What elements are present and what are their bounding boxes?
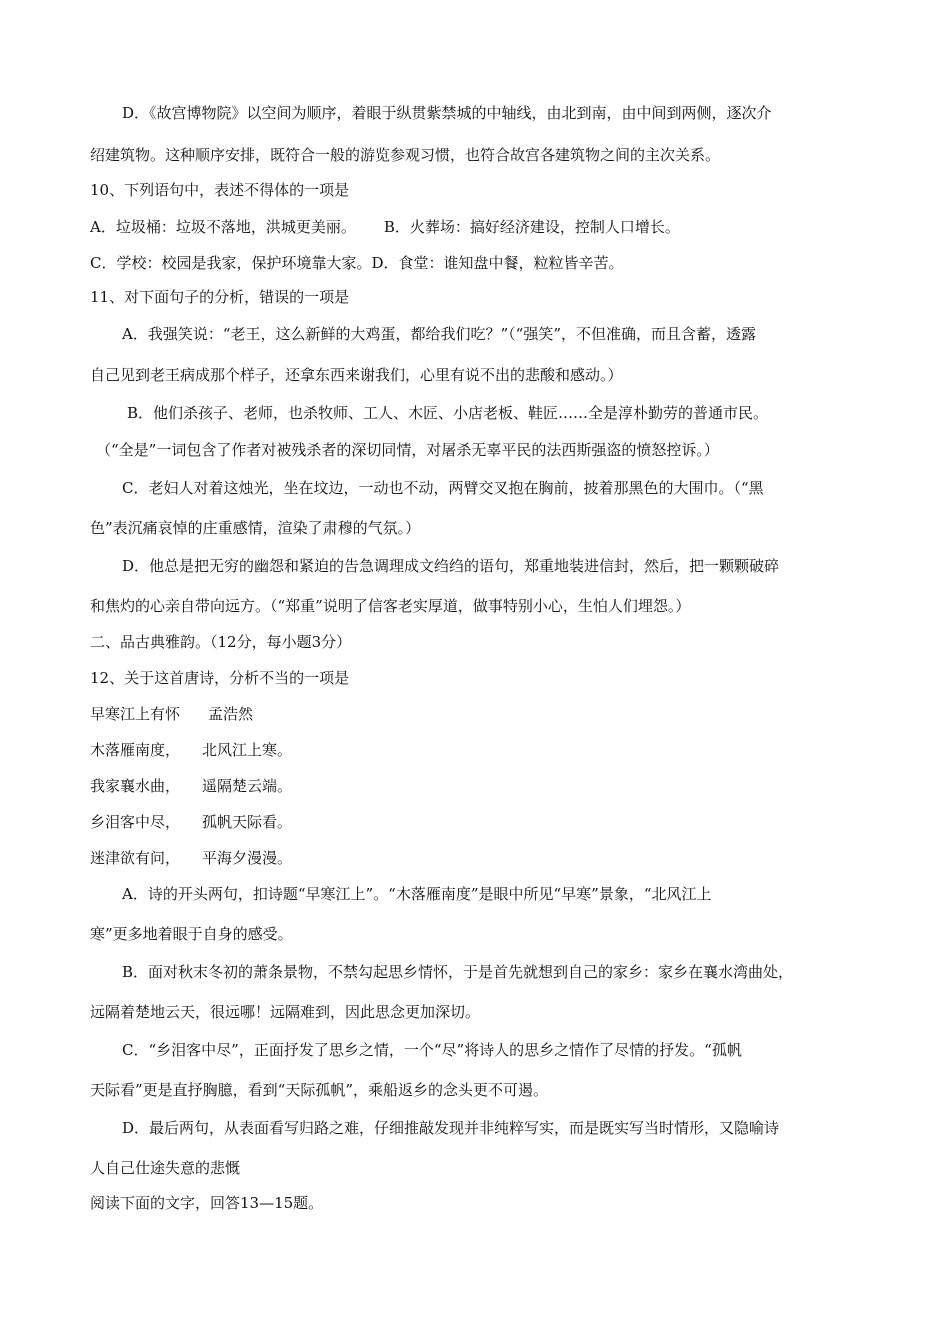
reading-intro: 阅读下面的文字，回答13—15题。 [90, 1194, 324, 1212]
poem-line-2 [90, 776, 292, 796]
section-2-heading: 二、品古典雅韵。（12分，每小题3分） [90, 633, 352, 651]
q10-option-a: A．垃圾桶：垃圾不落地，洪城更美丽。 [90, 218, 356, 236]
poem-author: 孟浩然 [208, 705, 254, 723]
poem-line-1 [90, 740, 292, 760]
q12-option-a-line1: A．诗的开头两句，扣诗题“早寒江上”。“木落雁南度”是眼中所见“早寒”景象，“北风江上 [122, 885, 712, 903]
poem-line-2b: 遥隔楚云端。 [202, 777, 293, 795]
poem-title: 早寒江上有怀 [90, 705, 181, 723]
poem-title-line [90, 704, 253, 724]
q11-option-c-line1: C．老妇人对着这烛光，坐在坟边，一动也不动，两臂交叉抱在胸前，披着那黑色的大围巾。（“黑 [122, 479, 764, 497]
question-12: 12、关于这首唐诗，分析不当的一项是 [90, 669, 350, 687]
q12-option-c-line2: 天际看”更是直抒胸臆，看到“天际孤帆”，乘船返乡的念头更不可遏。 [90, 1081, 549, 1099]
q11-option-b-line2: （“全是”一词包含了作者对被残杀者的深切同情，对屠杀无辜平民的法西斯强盗的愤怒控诉。） [96, 441, 719, 459]
q10-options-ab [90, 217, 680, 237]
q9-option-d-line2: 绍建筑物。这种顺序安排，既符合一般的游览参观习惯，也符合故宫各建筑物之间的主次关系。 [90, 146, 721, 164]
q9-option-d-line1: D．《故宫博物院》以空间为顺序，着眼于纵贯紫禁城的中轴线，由北到南，由中间到两侧，逐次介 [122, 104, 772, 122]
q11-option-c-line2: 色”表沉痛哀悼的庄重感情，渲染了肃穆的气氛。） [90, 519, 421, 537]
poem-line-4 [90, 848, 292, 868]
q10-option-b: B．火葬场：搞好经济建设，控制人口增长。 [383, 218, 680, 236]
poem-line-3 [90, 812, 292, 832]
q11-option-b-line1: B．他们杀孩子、老师，也杀牧师、工人、木匠、小店老板、鞋匠……全是淳朴勤劳的普通市民。 [127, 404, 769, 422]
poem-line-4b: 平海夕漫漫。 [202, 849, 293, 867]
q11-option-d-line2: 和焦灼的心亲自带向远方。（“郑重”说明了信客老实厚道，做事特别小心，生怕人们埋怨。） [90, 597, 691, 615]
poem-line-4a: 迷津欲有问， [90, 849, 181, 867]
q12-option-b-line2: 远隔着楚地云天，很远哪！远隔难到，因此思念更加深切。 [90, 1003, 481, 1021]
poem-line-1b: 北风江上寒。 [202, 741, 293, 759]
question-10: 10、下列语句中，表述不得体的一项是 [90, 181, 350, 199]
q12-option-d-line2: 人自己仕途失意的悲慨 [90, 1159, 241, 1177]
q12-option-b-line1: B．面对秋末冬初的萧条景物，不禁勾起思乡情怀，于是首先就想到自己的家乡：家乡在襄水湾曲处， [122, 963, 794, 981]
q11-option-a-line1: A．我强笑说：“老王，这么新鲜的大鸡蛋，都给我们吃？”（“强笑”，不但准确，而且含蓄，透露 [122, 325, 757, 343]
q11-option-a-line2: 自己见到老王病成那个样子，还拿东西来谢我们，心里有说不出的悲酸和感动。） [90, 366, 623, 384]
poem-line-3a: 乡泪客中尽， [90, 813, 181, 831]
q10-options-cd: C．学校：校园是我家，保护环境靠大家。D．食堂：谁知盘中餐，粒粒皆辛苦。 [90, 254, 624, 272]
poem-line-3b: 孤帆天际看。 [202, 813, 293, 831]
q12-option-d-line1: D．最后两句，从表面看写归路之难，仔细推敲发现并非纯粹写实，而是既实写当时情形，又隐喻诗 [122, 1119, 780, 1137]
poem-line-2a: 我家襄水曲， [90, 777, 181, 795]
q12-option-c-line1: C．“乡泪客中尽”，正面抒发了思乡之情，一个“尽”将诗人的思乡之情作了尽情的抒发。“孤帆 [122, 1041, 742, 1059]
question-11: 11、对下面句子的分析，错误的一项是 [90, 288, 350, 306]
q12-option-a-line2: 寒”更多地着眼于自身的感受。 [90, 925, 293, 943]
q11-option-d-line1: D．他总是把无穷的幽怨和紧迫的告急调理成文绉绉的语句，郑重地装进信封，然后，把一颗颗破碎 [122, 557, 780, 575]
poem-line-1a: 木落雁南度， [90, 741, 181, 759]
